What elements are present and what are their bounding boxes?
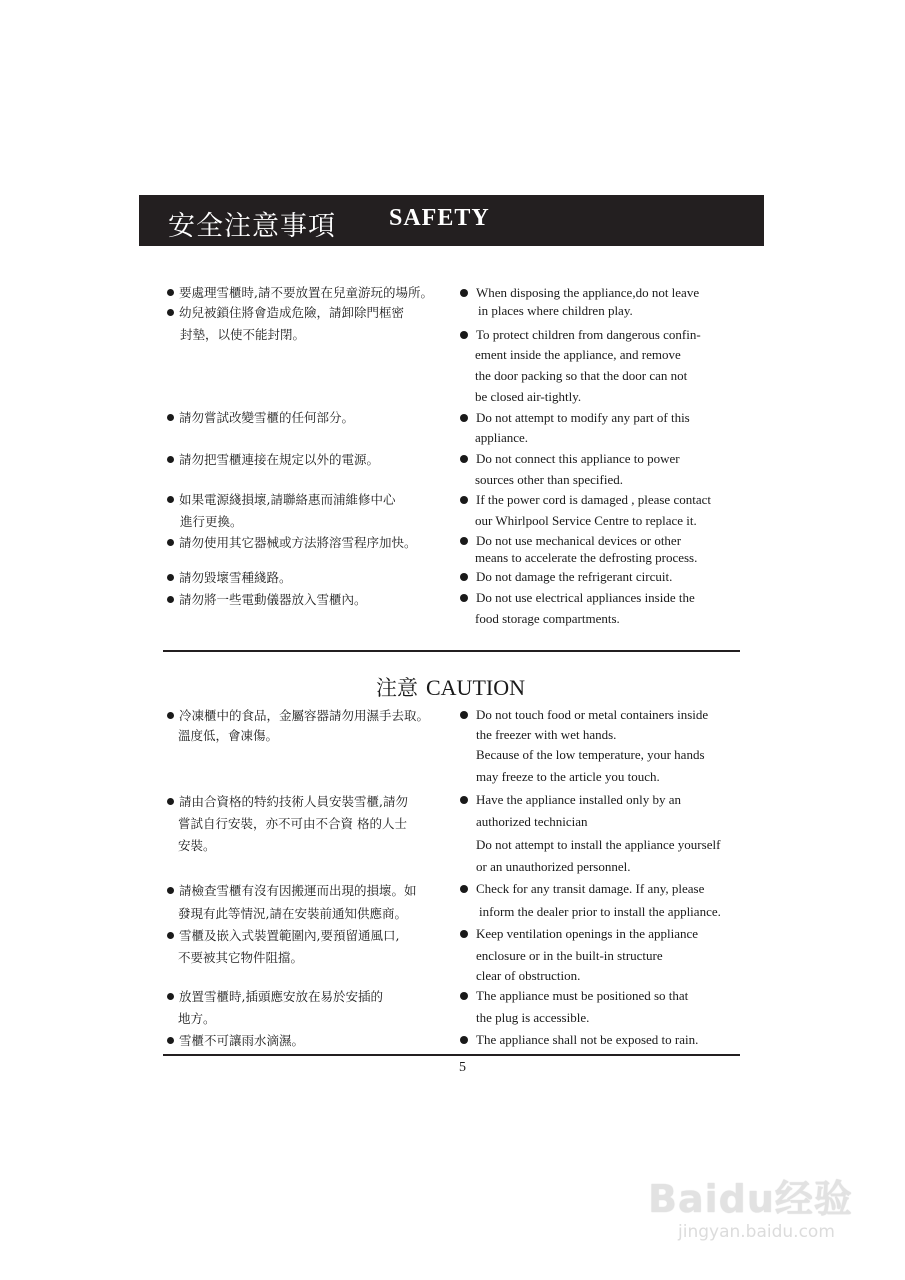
caution-zh-item: 雪櫃不可讓雨水滴濕。	[167, 1030, 304, 1052]
caution-en-item: Do not touch food or metal containers inside	[460, 704, 708, 725]
safety-en-item: Do not damage the refrigerant circuit.	[460, 566, 672, 587]
bullet-icon	[167, 539, 174, 546]
bullet-icon	[167, 414, 174, 421]
safety-en-line: food storage compartments.	[475, 611, 620, 626]
caution-zh-line: 安裝。	[178, 838, 216, 853]
caution-en-line: the freezer with wet hands.	[476, 727, 617, 742]
bullet-icon	[167, 798, 174, 805]
caution-en-item: The appliance shall not be exposed to rain.	[460, 1029, 698, 1050]
caution-en-line: the plug is accessible.	[476, 1010, 590, 1025]
bullet-icon	[167, 932, 174, 939]
caution-zh-item: 冷凍櫃中的食品，金屬容器請勿用濕手去取。	[167, 705, 429, 727]
caution-en-line: may freeze to the article you touch.	[476, 769, 660, 784]
safety-en-line: appliance.	[475, 430, 529, 445]
bullet-icon	[460, 455, 468, 463]
safety-en-line: means to accelerate the defrosting process.	[475, 550, 698, 565]
bullet-icon	[167, 309, 174, 316]
caution-en-line: inform the dealer prior to install the appliance.	[479, 904, 721, 919]
bullet-icon	[460, 1036, 468, 1044]
caution-title-zh: 注意	[376, 676, 418, 700]
safety-zh-item: 如果電源綫損壞,請聯絡惠而浦維修中心	[167, 489, 395, 511]
caution-en-item: Keep ventilation openings in the appliance	[460, 923, 698, 944]
caution-zh-line: 發現有此等情況,請在安裝前通知供應商。	[178, 906, 407, 921]
caution-en-line: clear of obstruction.	[476, 968, 581, 983]
section-divider	[163, 650, 740, 652]
caution-en-item: Check for any transit damage. If any, please	[460, 878, 704, 899]
safety-zh-line: 進行更換。	[180, 514, 243, 529]
safety-en-line: sources other than specified.	[475, 472, 624, 487]
bullet-icon	[167, 887, 174, 894]
bullet-icon	[167, 596, 174, 603]
safety-zh-item: 幼兒被鎖住將會造成危險，請卸除門框密	[167, 302, 404, 324]
footer-rule	[163, 1054, 740, 1056]
safety-title-zh: 安全注意事項	[168, 211, 336, 242]
page-number: 5	[459, 1060, 466, 1075]
bullet-icon	[167, 574, 174, 581]
safety-en-line: be closed air-tightly.	[475, 389, 582, 404]
caution-zh-item: 放置雪櫃時,插頭應安放在易於安插的	[167, 986, 383, 1008]
bullet-icon	[167, 456, 174, 463]
watermark-url: jingyan.baidu.com	[678, 1222, 835, 1242]
bullet-icon	[460, 796, 468, 804]
safety-zh-line: 封墊，以使不能封閉。	[180, 327, 306, 342]
bullet-icon	[460, 930, 468, 938]
caution-title	[376, 672, 525, 702]
caution-en-item: Have the appliance installed only by an	[460, 789, 681, 810]
bullet-icon	[460, 594, 468, 602]
safety-zh-item: 請勿把雪櫃連接在規定以外的電源。	[167, 449, 379, 471]
caution-en-line: or an unauthorized personnel.	[476, 859, 631, 874]
caution-zh-item: 請由合資格的特約技術人員安裝雪櫃,請勿	[167, 791, 408, 813]
safety-en-item: Do not attempt to modify any part of this	[460, 407, 690, 428]
bullet-icon	[460, 537, 468, 545]
safety-zh-item: 請勿毀壞雪種綫路。	[167, 567, 292, 589]
caution-zh-item: 雪櫃及嵌入式裝置範圍內,要預留通風口,	[167, 925, 399, 947]
bullet-icon	[460, 496, 468, 504]
bullet-icon	[460, 885, 468, 893]
safety-en-item: To protect children from dangerous confin-	[460, 324, 701, 345]
safety-en-item: If the power cord is damaged , please contact	[460, 489, 711, 510]
bullet-icon	[167, 712, 174, 719]
bullet-icon	[460, 711, 468, 719]
safety-zh-item: 請勿將一些電動儀器放入雪櫃內。	[167, 589, 367, 611]
bullet-icon	[167, 1037, 174, 1044]
bullet-icon	[167, 289, 174, 296]
safety-en-line: our Whirlpool Service Centre to replace it.	[475, 513, 697, 528]
caution-en-line: Because of the low temperature, your hands	[476, 747, 705, 762]
safety-zh-item: 請勿嘗試改變雪櫃的任何部分。	[167, 407, 354, 429]
bullet-icon	[460, 414, 468, 422]
safety-en-line: the door packing so that the door can not	[475, 368, 688, 383]
bullet-icon	[167, 993, 174, 1000]
safety-en-item: Do not use mechanical devices or other	[460, 530, 681, 551]
safety-zh-item: 請勿使用其它器械或方法將溶雪程序加快。	[167, 532, 417, 554]
caution-zh-line: 地方。	[178, 1011, 216, 1026]
bullet-icon	[460, 573, 468, 581]
safety-zh-item: 要處理雪櫃時,請不要放置在兒童游玩的場所。	[167, 282, 433, 304]
safety-title-en: SAFETY	[389, 205, 490, 231]
bullet-icon	[167, 496, 174, 503]
watermark-logo: Baidu经验	[648, 1177, 853, 1221]
caution-zh-line: 嘗試自行安裝，亦不可由不合資 格的人士	[178, 816, 407, 831]
caution-en-line: enclosure or in the built-in structure	[476, 948, 663, 963]
safety-en-line: ement inside the appliance, and remove	[475, 347, 681, 362]
safety-en-item: Do not use electrical appliances inside the	[460, 587, 695, 608]
caution-zh-line: 溫度低，會凍傷。	[178, 728, 279, 743]
caution-en-line: authorized technician	[476, 814, 588, 829]
safety-en-item: Do not connect this appliance to power	[460, 448, 680, 469]
caution-en-line: Do not attempt to install the appliance yourself	[476, 837, 721, 852]
bullet-icon	[460, 331, 468, 339]
safety-en-line: in places where children play.	[478, 303, 633, 318]
caution-title-en: CAUTION	[426, 675, 525, 700]
caution-zh-line: 不要被其它物件阻擋。	[178, 950, 304, 965]
caution-en-item: The appliance must be positioned so that	[460, 985, 688, 1006]
caution-zh-item: 請檢查雪櫃有沒有因搬運而出現的損壞。如	[167, 880, 417, 902]
bullet-icon	[460, 289, 468, 297]
bullet-icon	[460, 992, 468, 1000]
safety-en-item: When disposing the appliance,do not leave	[460, 282, 699, 303]
